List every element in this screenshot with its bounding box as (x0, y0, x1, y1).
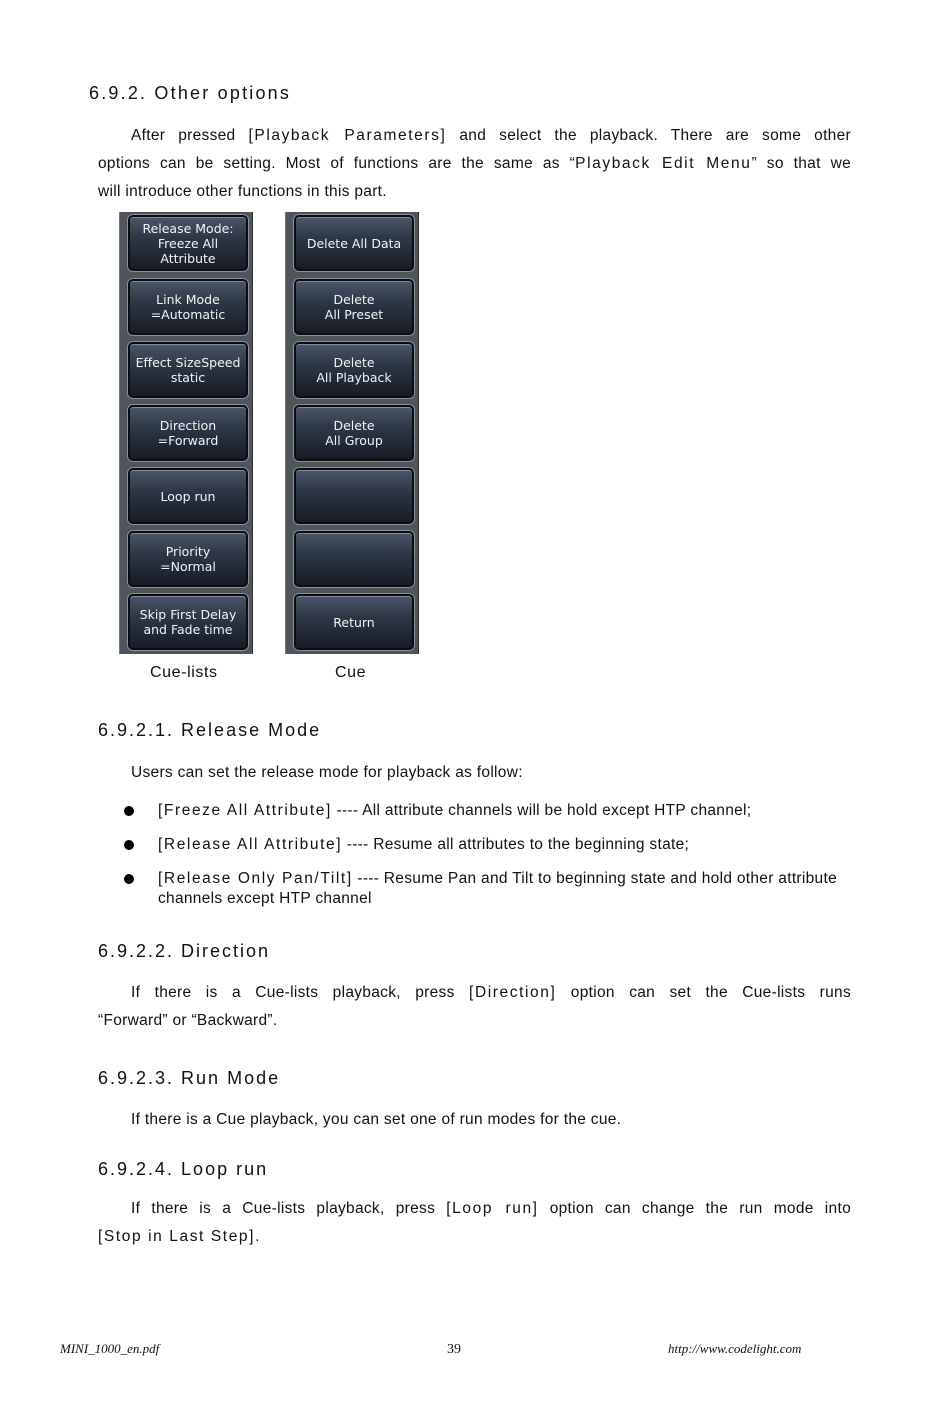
key-playback-parameters: [Playback Parameters] (248, 127, 447, 144)
intro-text: will introduce other functions in this part. (98, 183, 387, 200)
direction-text: If there is a Cue-lists playback, press (131, 984, 470, 1001)
direction-text: “Forward” or “Backward”. (98, 1012, 278, 1029)
menu-name: Playback Edit Menu (575, 155, 752, 172)
delete-all-preset-button[interactable]: Delete All Preset (294, 279, 414, 335)
direction-button[interactable]: Direction =Forward (128, 405, 248, 461)
key-freeze-all-attribute: [Freeze All Attribute] (158, 802, 332, 819)
blank-button[interactable] (294, 468, 414, 524)
section-heading: 6.9.2. Other options (89, 83, 292, 103)
bullet-text: ---- Resume Pan and Tilt to beginning state and hold other attribute channels except HTP channel (158, 870, 837, 907)
run-mode-text: If there is a Cue playback, you can set one of run modes for the cue. (131, 1111, 622, 1128)
loop-run-button[interactable]: Loop run (128, 468, 248, 524)
release-mode-heading: 6.9.2.1. Release Mode (98, 720, 322, 740)
loop-run-text: option can change the run mode into (538, 1200, 851, 1217)
page-number: 39 (447, 1342, 461, 1357)
loop-run-text: If there is a Cue-lists playback, press (131, 1200, 447, 1217)
intro-text: and select the playback. There are some other (446, 127, 851, 144)
effect-sizespeed-button[interactable]: Effect SizeSpeed static (128, 342, 248, 398)
loop-run-paragraph (98, 1195, 851, 1251)
intro-text: After pressed (131, 127, 249, 144)
delete-all-group-button[interactable]: Delete All Group (294, 405, 414, 461)
intro-text: options can be setting. Most of functions are the same as “ (98, 155, 576, 172)
key-direction: [Direction] (469, 984, 557, 1001)
blank-button[interactable] (294, 531, 414, 587)
list-item (98, 869, 858, 909)
cue-lists-caption: Cue-lists (150, 664, 218, 681)
bullet-icon (124, 840, 134, 850)
key-release-only-pan-tilt: [Release Only Pan/Tilt] (158, 870, 353, 887)
key-loop-run: [Loop run] (446, 1200, 539, 1217)
intro-text: ” so that we (751, 155, 851, 172)
key-release-all-attribute: [Release All Attribute] (158, 836, 343, 853)
run-mode-heading: 6.9.2.3. Run Mode (98, 1068, 281, 1088)
bullet-icon (124, 806, 134, 816)
release-mode-list (98, 801, 858, 909)
bullet-icon (124, 874, 134, 884)
footer-filename: MINI_1000_en.pdf (60, 1341, 160, 1356)
skip-first-delay-button[interactable]: Skip First Delay and Fade time (128, 594, 248, 650)
loop-run-heading: 6.9.2.4. Loop run (98, 1159, 269, 1179)
priority-button[interactable]: Priority =Normal (128, 531, 248, 587)
bullet-text: ---- All attribute channels will be hold except HTP channel; (331, 802, 752, 819)
list-item (98, 835, 858, 855)
release-mode-button[interactable]: Release Mode: Freeze All Attribute (128, 215, 248, 271)
link-mode-button[interactable]: Link Mode =Automatic (128, 279, 248, 335)
footer-url[interactable]: http://www.codelight.com (668, 1341, 802, 1356)
bullet-text: ---- Resume all attributes to the beginning state; (342, 836, 690, 853)
delete-all-playback-button[interactable]: Delete All Playback (294, 342, 414, 398)
release-mode-intro: Users can set the release mode for playback as follow: (131, 764, 523, 781)
key-stop-in-last-step: [Stop in Last Step] (98, 1228, 256, 1245)
direction-heading: 6.9.2.2. Direction (98, 941, 271, 961)
cue-caption: Cue (335, 664, 367, 681)
direction-text: option can set the Cue-lists runs (556, 984, 851, 1001)
direction-paragraph (98, 979, 851, 1035)
loop-run-text: . (255, 1228, 260, 1245)
cue-panel (285, 212, 419, 654)
list-item (98, 801, 858, 821)
intro-paragraph (98, 122, 851, 206)
delete-all-data-button[interactable]: Delete All Data (294, 215, 414, 271)
return-button[interactable]: Return (294, 594, 414, 650)
cue-lists-panel (119, 212, 253, 654)
